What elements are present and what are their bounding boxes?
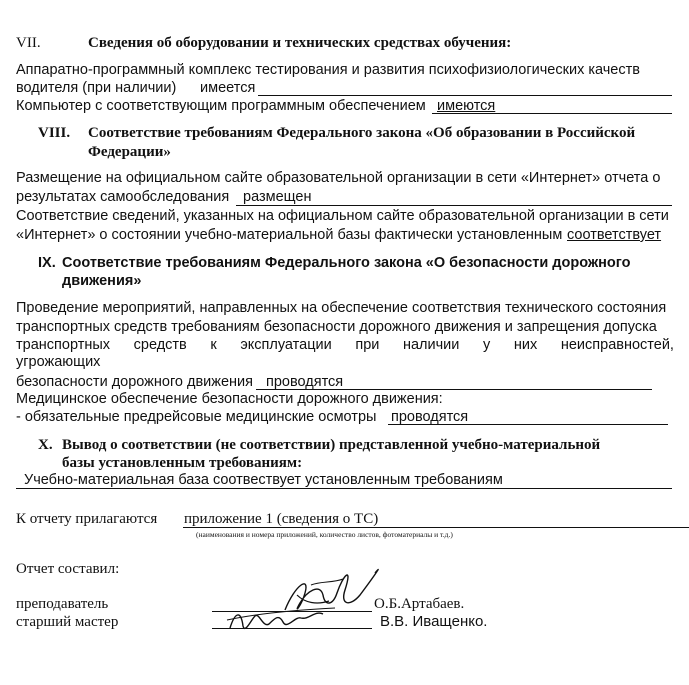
word: неисправностей, (560, 337, 674, 353)
section-8-title-1: Соответствие требованиям Федерального закона «Об образовании в Российской (88, 125, 636, 141)
section-9-line-2: транспортных средств требованиям безопасности дорожного движения и запрещения допуска (16, 319, 657, 335)
section-8-line-1: Размещение на официальном сайте образовательной организации в сети «Интернет» отчета о (16, 170, 661, 186)
section-9-title-1: Соответствие требованиям Федерального закона «О безопасности дорожного (62, 255, 631, 271)
section-9-line-7-label: - обязательные предрейсовые медицинские осмотры (16, 409, 377, 425)
section-7-title: Сведения об оборудовании и технических средствах обучения: (88, 35, 512, 51)
section-10-conclusion: Учебно-материальная база соотвествует установленным требованиям (24, 472, 503, 488)
section-8-line-4-label: «Интернет» о состоянии учебно-материальной базы фактически установленным (16, 227, 563, 243)
signer-1-name: О.Б.Артабаев. (374, 596, 465, 612)
section-9-line-5-value: проводятся (266, 374, 344, 390)
word: наличии (402, 337, 460, 353)
section-9-title-2: движения» (62, 273, 142, 289)
signer-1-role: преподаватель (16, 596, 109, 612)
section-9-line-4: угрожающих (16, 354, 101, 370)
word: у (483, 337, 491, 353)
section-9-line-1: Проведение мероприятий, направленных на обеспечение соответствия технического состояния (16, 300, 667, 316)
section-9-line-3 (16, 337, 674, 354)
attachments-note: (наименования и номера приложений, количество листов, фотоматериалы и т.д.) (196, 530, 453, 539)
signer-2-name: В.В. Иващенко. (380, 613, 488, 630)
word: к (210, 337, 217, 353)
section-8-title-2: Федерации» (88, 144, 171, 160)
fill-line (258, 95, 672, 96)
attachments-value: приложение 1 (сведения о ТС) (184, 511, 379, 527)
word: средств (133, 337, 187, 353)
section-8-line-4-value: соответствует (567, 227, 662, 243)
section-8-line-2-value: размещен (243, 189, 312, 205)
section-9-line-7-value: проводятся (391, 409, 469, 425)
fill-line (432, 113, 672, 114)
fill-line (183, 527, 689, 528)
section-9-number: IX. (38, 255, 56, 271)
signature-2-icon (225, 600, 375, 640)
fill-line (388, 424, 668, 425)
section-10-title-2: базы установленным требованиям: (62, 455, 303, 471)
section-7-line-3-label: Компьютер с соответствующим программным обеспечением (16, 98, 426, 114)
section-9-line-6: Медицинское обеспечение безопасности дорожного движения: (16, 391, 443, 407)
section-7-line-2-value: имеется (200, 80, 256, 96)
section-7-line-1: Аппаратно-программный комплекс тестирования и развития психофизиологических качеств (16, 62, 640, 78)
attachments-label: К отчету прилагаются (16, 511, 158, 527)
word: эксплуатации (240, 337, 332, 353)
section-10-title-1: Вывод о соответствии (не соответствии) представленной учебно-материальной (62, 437, 601, 453)
section-7-number: VII. (16, 35, 41, 51)
fill-line (236, 205, 672, 206)
word: них (513, 337, 538, 353)
section-9-line-5-label: безопасности дорожного движения (16, 374, 254, 390)
word: при (355, 337, 380, 353)
fill-line (256, 389, 652, 390)
section-8-number: VIII. (38, 125, 71, 141)
section-7-line-2-label: водителя (при наличии) (16, 80, 177, 96)
section-8-line-3: Соответствие сведений, указанных на официальном сайте образовательной организации в сети (16, 208, 669, 224)
word: транспортных (16, 337, 111, 353)
signer-2-role: старший мастер (16, 614, 119, 630)
section-7-line-3-value: имеются (437, 98, 496, 114)
section-8-line-2-label: результатах самообследования (16, 189, 230, 205)
section-10-number: X. (38, 437, 53, 453)
compiled-by-label: Отчет составил: (16, 561, 120, 577)
